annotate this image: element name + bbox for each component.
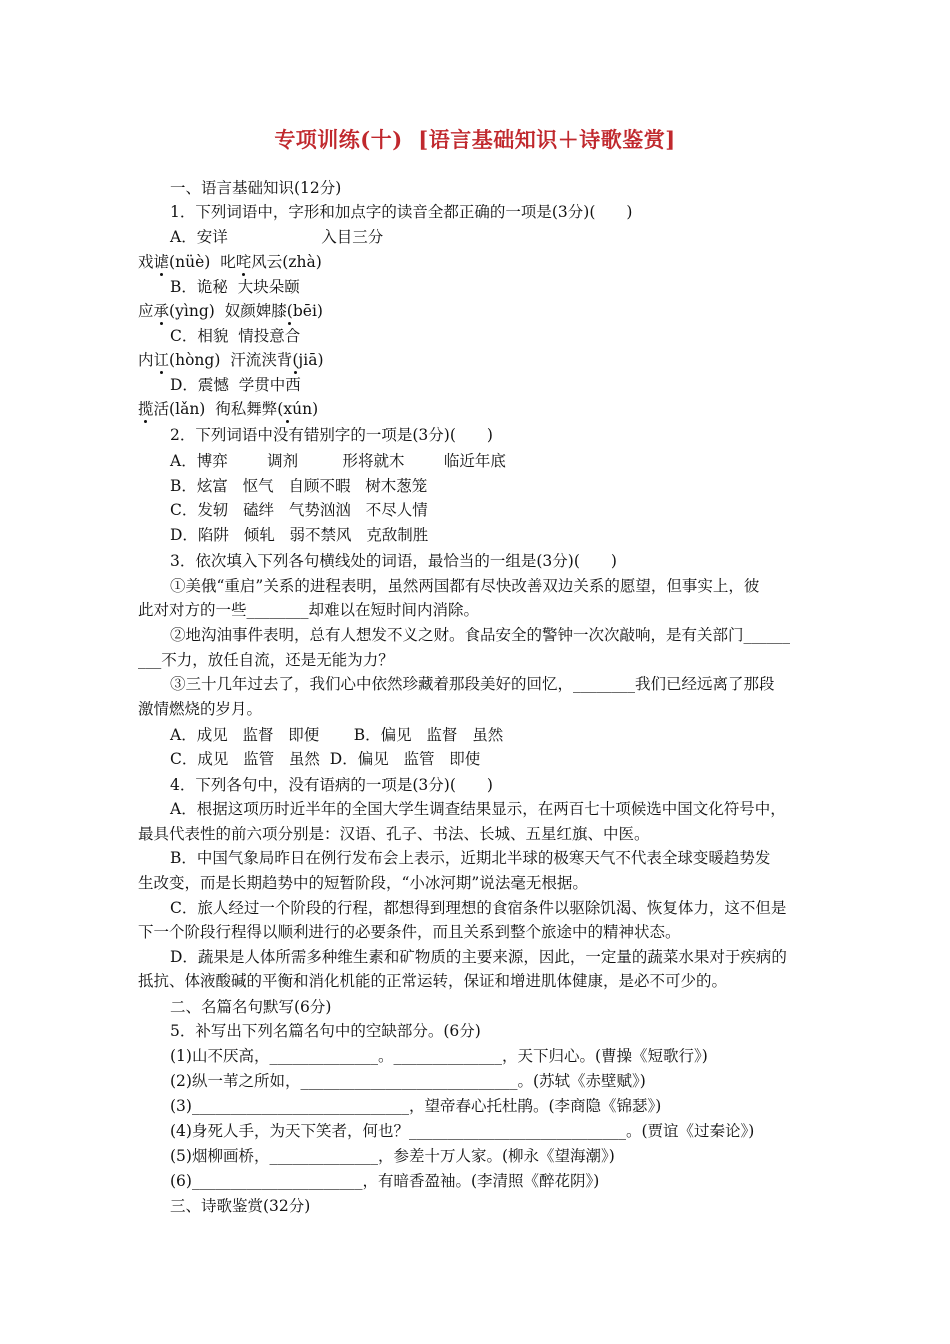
text-line: C．旅人经过一个阶段的行程，都想得到理想的食宿条件以驱除饥渴、恢复体力，这不但是 xyxy=(170,899,787,917)
text-line: A．安详 入目三分 xyxy=(170,228,384,246)
emphasis-dot-char: x xyxy=(283,400,293,418)
text-line: 1．下列词语中，字形和加点字的读音全都正确的一项是(3分)( ) xyxy=(170,203,633,221)
text-line: 下一个阶段行程得以顺利进行的必要条件，而且关系到整个旅途中的精神状态。 xyxy=(138,923,681,941)
text-line: 一、语言基础知识(12分) xyxy=(170,179,342,197)
text-line: 此对对方的一些________却难以在短时间内消除。 xyxy=(138,601,480,619)
text-line: 二、名篇名句默写(6分) xyxy=(170,998,332,1016)
text-line: (6)______________________，有暗香盈袖。(李清照《醉花阴》) xyxy=(170,1172,600,1190)
text-line: 4．下列各句中，没有语病的一项是(3分)( ) xyxy=(170,776,493,794)
text-line: ②地沟油事件表明，总有人想发不义之财。食品安全的警钟一次次敲响，是有关部门______ xyxy=(170,626,791,644)
text-line: A．成见 监督 即便 B．偏见 监督 虽然 xyxy=(170,726,504,744)
text-line: 内讧(hòng) 汗流浃背(jiā) xyxy=(138,351,324,369)
text-line: 5．补写出下列名篇名句中的空缺部分。(6分) xyxy=(170,1022,481,1040)
text-line: A．根据这项历时近半年的全国大学生调查结果显示，在两百七十项候选中国文化符号中， xyxy=(170,800,786,818)
text-line: ③三十几年过去了，我们心中依然珍藏着那段美好的回忆，________我们已经远离了那段 xyxy=(170,675,775,693)
text-line: ___不力，放任自流，还是无能为力？ xyxy=(138,651,394,669)
text-line: 戏谑(nüè) 叱咤风云(zhà) xyxy=(138,253,322,271)
emphasis-dot-char: 承 xyxy=(153,302,170,320)
text-line: D．陷阱 倾轧 弱不禁风 克敌制胜 xyxy=(170,526,429,544)
text-line: A．博弈 调剂 形将就木 临近年底 xyxy=(170,452,506,470)
text-line: B．诡秘 大块朵颐 xyxy=(170,278,300,296)
text-line: D．震憾 学贯中西 xyxy=(170,376,301,394)
text-line: B．中国气象局昨日在例行发布会上表示，近期北半球的极寒天气不代表全球变暖趋势发 xyxy=(170,849,771,867)
emphasis-dot-char: ( xyxy=(286,302,293,320)
text-line: (4)身死人手，为天下笑者，何也？____________________________。(贾谊《过秦论》) xyxy=(170,1122,755,1140)
text-line: 激情燃烧的岁月。 xyxy=(138,700,263,718)
emphasis-dot-char: 揽 xyxy=(138,400,154,418)
emphasis-dot-char: 讧 xyxy=(153,351,170,369)
text-line: 3．依次填入下列各句横线处的词语，最恰当的一组是(3分)( ) xyxy=(170,552,617,570)
text-line: (1)山不厌高，______________。______________，天下归心。(曹操《短歌行》) xyxy=(170,1047,708,1065)
text-line: 抵抗、体液酸碱的平衡和消化机能的正常运转，保证和增进肌体健康，是必不可少的。 xyxy=(138,972,728,990)
text-line: (5)烟柳画桥，______________，参差十万人家。(柳永《望海潮》) xyxy=(170,1147,615,1165)
text-line: D．蔬果是人体所需多种维生素和矿物质的主要来源，因此，一定量的蔬菜水果对于疾病的 xyxy=(170,948,787,966)
emphasis-dot-char: ( xyxy=(292,351,299,369)
text-line: C．相貌 情投意合 xyxy=(170,327,301,345)
text-line: (2)纵一苇之所如，____________________________。(苏轼《赤壁赋》) xyxy=(170,1072,646,1090)
text-line: (3)____________________________，望帝春心托杜鹃。(李商隐《锦瑟》) xyxy=(170,1097,662,1115)
text-line: 2．下列词语中没有错别字的一项是(3分)( ) xyxy=(170,426,493,444)
text-line: B．炫富 怄气 自顾不暇 树木葱笼 xyxy=(170,477,428,495)
text-line: ①美俄“重启”关系的进程表明，虽然两国都有尽快改善双边关系的愿望，但事实上，彼 xyxy=(170,577,760,595)
text-line: 揽活(lǎn) 徇私舞弊(xún) xyxy=(138,400,319,418)
text-line: 三、诗歌鉴赏(32分) xyxy=(170,1197,311,1215)
text-line: 最具代表性的前六项分别是：汉语、孔子、书法、长城、五星红旗、中医。 xyxy=(138,825,650,843)
text-line: C．成见 监管 虽然 D．偏见 监管 即使 xyxy=(170,750,481,768)
emphasis-dot-char: 咤 xyxy=(235,253,252,271)
text-line: C．发轫 磕绊 气势汹汹 不尽人情 xyxy=(170,501,428,519)
page-title: 专项训练(十) [语言基础知识＋诗歌鉴赏] xyxy=(274,127,676,152)
emphasis-dot-char: 谑 xyxy=(153,253,170,271)
text-line: 生改变，而是长期趋势中的短暂阶段，“小冰河期”说法毫无根据。 xyxy=(138,874,588,892)
text-line: 应承(yìng) 奴颜婢膝(bēi) xyxy=(138,302,323,320)
